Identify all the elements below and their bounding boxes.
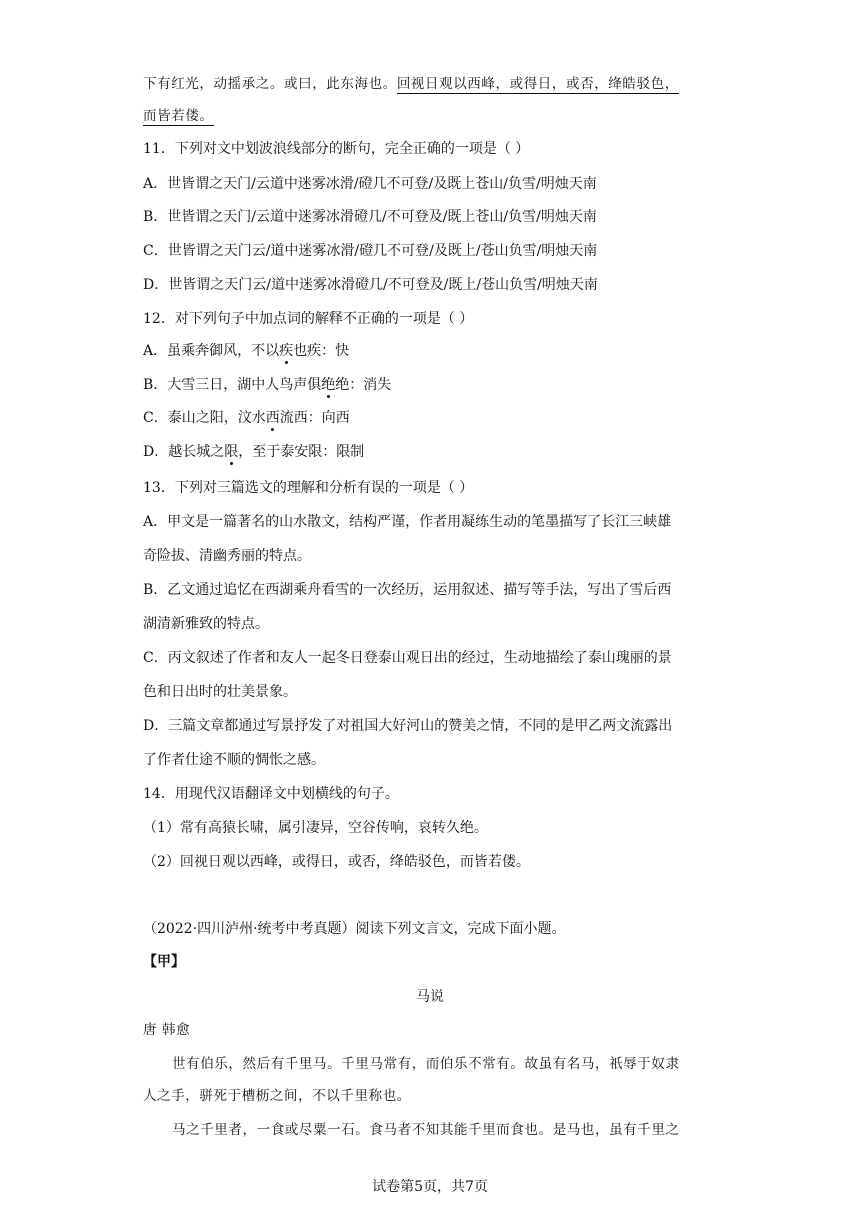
section-label: 【甲】 [143,954,185,970]
q13-line-6: 色和日出时的壮美景象。 [143,684,297,700]
q11-option-d: D．世皆谓之天门云/道中迷雾冰滑磴几/不可登及/既上/苍山负雪/明烛天南 [143,277,598,293]
q13-line-4: 湖清新雅致的特点。 [143,616,269,632]
q12-option-a [143,341,349,361]
passage-line-1 [143,74,679,94]
q12-option-d-pre: D．越长城之 [143,444,225,460]
q12-option-b-post: 绝：消失 [335,377,392,393]
q13-line-5: C．丙文叙述了作者和友人一起冬日登泰山观日出的经过，生动地描绘了泰山瑰丽的景 [143,650,672,666]
q11-option-a: A．世皆谓之天门/云道中迷雾冰滑/磴几不可登/及既上苍山/负雪/明烛天南 [143,176,597,192]
q12-option-b-dotted: 绝 [321,377,336,393]
text-paragraph-2: 马之千里者，一食或尽粟一石。食马者不知其能千里而食也。是马也，虽有千里之 [172,1122,680,1138]
q13-stem: 13．下列对三篇选文的理解和分析有误的一项是（ ） [143,480,474,496]
passage-line-2-underlined: 而皆若偻。 [143,108,214,124]
q12-option-a-dotted: 疾 [279,343,294,359]
q11-stem: 11．下列对文中划波浪线部分的断句，完全正确的一项是（ ） [143,141,530,157]
q12-option-c [143,408,350,428]
passage-line-1-underlined: 回视日观以西峰，或得日，或否，绛皓驳色， [396,76,679,92]
q14-stem: 14．用现代汉语翻译文中划横线的句子。 [143,786,399,802]
text-paragraph-1: 世有伯乐，然后有千里马。千里马常有，而伯乐不常有。故虽有名马，祇辱于奴隶 [172,1056,680,1072]
section-intro: （2022·四川泸州·统考中考真题）阅读下列文言文，完成下面小题。 [143,921,566,937]
passage-line-1-plain: 下有红光，动摇承之。或曰，此东海也。 [143,76,397,92]
passage-line-2 [143,106,214,126]
q13-line-1: A．甲文是一篇著名的山水散文，结构严谨，作者用凝练生动的笔墨描写了长江三峡雄 [143,514,672,530]
q13-line-8: 了作者仕途不顺的惆怅之感。 [143,752,325,768]
page-footer: 试卷第5页，共7页 [372,1179,488,1195]
q12-option-b [143,375,391,395]
q12-option-d-dotted: 限 [224,444,239,460]
q13-line-2: 奇险拔、清幽秀丽的特点。 [143,548,311,564]
q12-stem: 12．对下列句子中加点词的解释不正确的一项是（ ） [143,311,474,327]
text-title: 马说 [416,989,444,1005]
q12-option-b-pre: B．大雪三日，湖中人鸟声俱 [143,377,322,393]
text-author: 唐 韩愈 [143,1022,191,1038]
q12-option-d-post: ，至于泰安限：限制 [238,444,365,460]
q12-option-c-pre: C．泰山之阳，汶水 [143,410,266,426]
q13-line-3: B．乙文通过追忆在西湖乘舟看雪的一次经历，运用叙述、描写等手法，写出了雪后西 [143,582,672,598]
text-paragraph-1-cont: 人之手，骈死于槽枥之间，不以千里称也。 [143,1088,411,1104]
q11-option-c: C．世皆谓之天门云/道中迷雾冰滑/磴几不可登/及既上/苍山负雪/明烛天南 [143,243,598,259]
q12-option-a-pre: A．虽乘奔御风，不以 [143,343,280,359]
q12-option-d [143,442,364,462]
q12-option-a-post: 也疾：快 [293,343,350,359]
q12-option-c-post: 流西：向西 [279,410,350,426]
q13-line-7: D．三篇文章都通过写景抒发了对祖国大好河山的赞美之情，不同的是甲乙两文流露出 [143,718,673,734]
q14-item-2: （2）回视日观以西峰，或得日，或否，绛皓驳色，而皆若偻。 [143,854,530,870]
q12-option-c-dotted: 西 [265,410,280,426]
q14-item-1: （1）常有高猿长啸，属引凄异，空谷传响，哀转久绝。 [143,820,488,836]
q11-option-b: B．世皆谓之天门/云道中迷雾冰滑磴几/不可登及/既上苍山/负雪/明烛天南 [143,209,597,225]
